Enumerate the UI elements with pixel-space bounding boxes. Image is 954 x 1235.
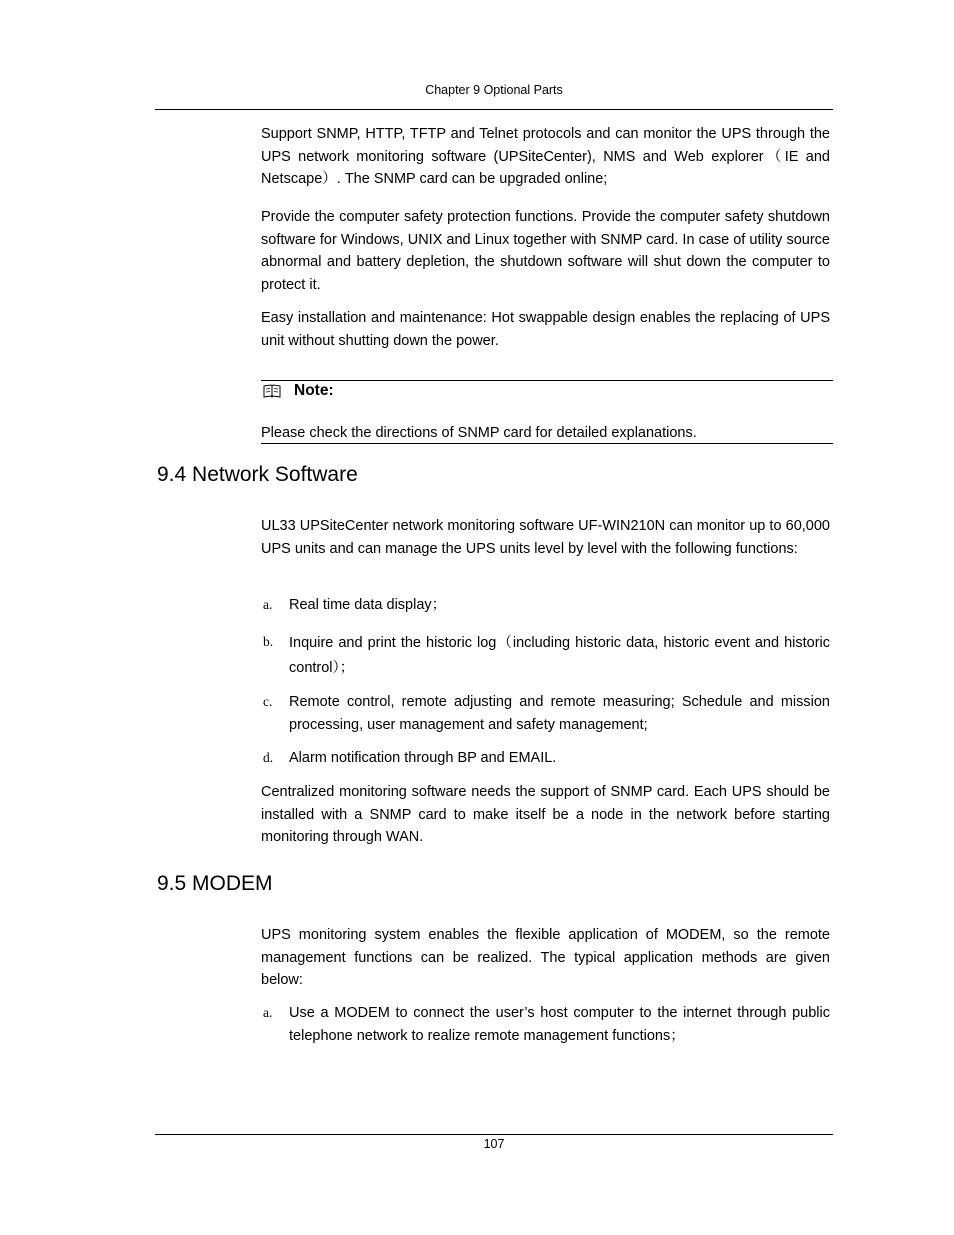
note-title [263, 382, 334, 400]
list-marker: d. [263, 750, 274, 765]
footer-rule [155, 1134, 833, 1135]
list-item-text: Inquire and print the historic log（including historic data, historic event and historic control）； [289, 635, 830, 676]
intro-paragraph-2: Provide the computer safety protection functions. Provide the computer safety shutdown software for Windows, UNIX and Linux together with SNMP card. In case of utility source abnormal and battery depletion, the shutdown software will shut down the computer to protect it. [261, 209, 830, 293]
list-item [261, 691, 830, 736]
section95-paragraph-1: UPS monitoring system enables the flexible application of MODEM, so the remote management functions can be realized. The typical application methods are given below: [261, 927, 830, 988]
list-marker: a. [263, 597, 273, 612]
list-marker: a. [263, 1005, 273, 1020]
list-item-text: Alarm notification through BP and EMAIL. [289, 750, 557, 766]
list-item [261, 1002, 830, 1047]
note-top-rule [261, 380, 833, 381]
list-marker: c. [263, 694, 273, 709]
header-rule [155, 109, 833, 110]
list-marker: b. [263, 634, 274, 649]
list-item [261, 594, 830, 617]
book-icon [263, 384, 281, 398]
section94-paragraph-2: Centralized monitoring software needs the support of SNMP card. Each UPS should be installed with a SNMP card to make itself be a node in the network before starting monitoring through WAN. [261, 784, 830, 845]
intro-paragraph-1: Support SNMP, HTTP, TFTP and Telnet protocols and can monitor the UPS through the UPS network monitoring software (UPSiteCenter), NMS and Web explorer（IE and Netscape）. The SNMP card can be upgraded online; [261, 126, 830, 187]
running-header: Chapter 9 Optional Parts [425, 83, 563, 97]
list-item [261, 631, 830, 681]
list-item-text: Real time data display； [289, 597, 447, 613]
note-bottom-rule [261, 443, 833, 444]
section94-paragraph-1: UL33 UPSiteCenter network monitoring software UF-WIN210N can monitor up to 60,000 UPS units and can manage the UPS units level by level with the following functions: [261, 518, 830, 557]
intro-paragraph-3: Easy installation and maintenance: Hot swappable design enables the replacing of UPS unit without shutting down the power. [261, 310, 830, 349]
list-item [261, 747, 830, 770]
list-item-text: Use a MODEM to connect the user’s host computer to the internet through public telephone network to realize remote management functions； [289, 1005, 830, 1044]
list-item-text: Remote control, remote adjusting and remote measuring; Schedule and mission processing, user management and safety management; [289, 694, 830, 733]
page-number: 107 [483, 1137, 505, 1151]
note-label: Note: [294, 382, 334, 399]
section-heading-9-4: 9.4 Network Software [157, 463, 358, 486]
section-heading-9-5: 9.5 MODEM [157, 872, 273, 895]
note-text: Please check the directions of SNMP card for detailed explanations. [261, 425, 697, 441]
